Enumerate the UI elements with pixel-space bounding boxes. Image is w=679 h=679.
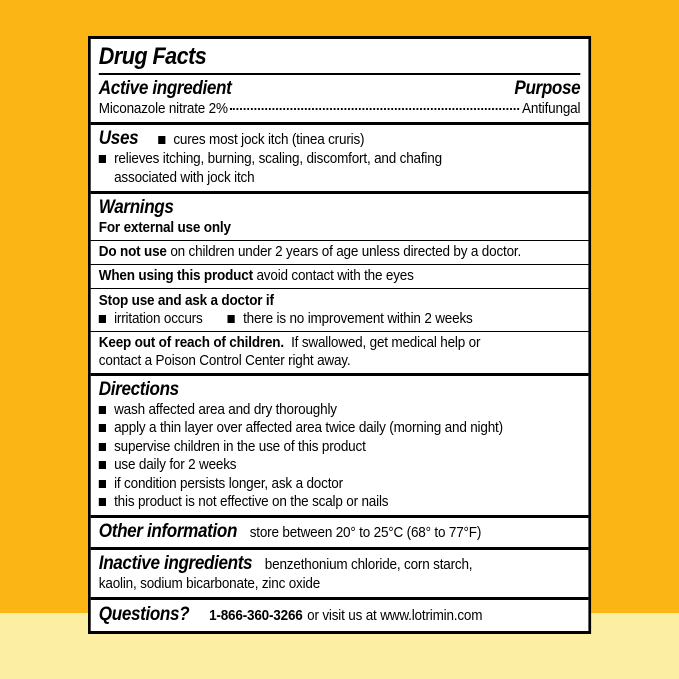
bullet-icon	[99, 155, 106, 163]
directions-item: wash affected area and dry thoroughly	[99, 401, 581, 420]
warnings-heading: Warnings	[98, 196, 174, 218]
questions-phone: 1-866-360-3266	[209, 606, 303, 624]
stop-use-item: there is no improvement within 2 weeks	[243, 309, 473, 327]
other-information-section	[91, 515, 589, 547]
inactive-ingredients-text: benzethonium chloride, corn starch,	[264, 555, 473, 573]
bullet-icon	[99, 480, 106, 488]
directions-heading: Directions	[98, 378, 179, 400]
uses-item-wrap: associated with jock itch	[114, 168, 255, 186]
when-using-block	[91, 265, 589, 288]
bullet-icon	[99, 406, 106, 414]
inactive-ingredients-heading: Inactive ingredients	[98, 552, 253, 574]
directions-item: this product is not effective on the scalp or nails	[99, 493, 581, 512]
external-use-text: For external use only	[98, 218, 231, 236]
active-ingredient-row	[99, 100, 581, 118]
uses-section	[91, 122, 589, 191]
warnings-heading-block	[91, 191, 589, 240]
drug-facts-title: Drug Facts	[98, 43, 207, 70]
uses-heading: Uses	[98, 128, 139, 149]
directions-item: use daily for 2 weeks	[99, 456, 581, 475]
inactive-ingredients-text-wrap: kaolin, sodium bicarbonate, zinc oxide	[98, 574, 321, 592]
other-information-heading: Other information	[98, 520, 238, 542]
do-not-use-bold: Do not use	[98, 242, 167, 260]
bullet-icon	[99, 424, 106, 432]
bullet-icon	[99, 315, 106, 323]
stop-use-block	[91, 289, 589, 331]
purpose-heading: Purpose	[514, 78, 581, 99]
bullet-icon	[158, 136, 165, 144]
when-using-bold: When using this product	[98, 266, 253, 284]
dot-leader	[231, 108, 520, 110]
directions-item: if condition persists longer, ask a doctor	[99, 475, 581, 494]
do-not-use-text: on children under 2 years of age unless directed by a doctor.	[170, 242, 522, 260]
uses-item: relieves itching, burning, scaling, discomfort, and chafing	[99, 150, 581, 169]
active-ingredient-heading: Active ingredient	[98, 78, 232, 99]
purpose-value: Antifungal	[522, 100, 581, 117]
questions-heading: Questions?	[98, 603, 190, 625]
questions-text: or visit us at www.lotrimin.com	[307, 606, 483, 624]
bullet-icon	[99, 461, 106, 469]
directions-item: supervise children in the use of this product	[99, 438, 581, 457]
do-not-use-block	[91, 241, 589, 264]
bullet-icon	[228, 315, 235, 323]
questions-section	[91, 597, 589, 631]
active-ingredient-name: Miconazole nitrate 2%	[98, 100, 228, 117]
other-information-text: store between 20° to 25°C (68° to 77°F)	[249, 523, 482, 541]
drug-facts-panel	[88, 36, 591, 634]
active-ingredient-section	[91, 75, 589, 122]
directions-section	[91, 373, 589, 515]
bullet-icon	[99, 498, 106, 506]
keep-out-text: If swallowed, get medical help or	[291, 333, 481, 351]
when-using-text: avoid contact with the eyes	[256, 266, 414, 284]
title-section	[91, 39, 589, 73]
bullet-icon	[99, 443, 106, 451]
uses-item: cures most jock itch (tinea cruris)	[173, 131, 365, 148]
stop-use-item: irritation occurs	[114, 309, 203, 327]
stop-use-heading: Stop use and ask a doctor if	[98, 291, 274, 309]
keep-out-bold: Keep out of reach of children.	[98, 333, 284, 351]
inactive-ingredients-section	[91, 547, 589, 597]
directions-item: apply a thin layer over affected area twice daily (morning and night)	[99, 419, 581, 438]
keep-out-text-wrap: contact a Poison Control Center right away.	[98, 351, 351, 369]
keep-out-block	[91, 332, 589, 373]
